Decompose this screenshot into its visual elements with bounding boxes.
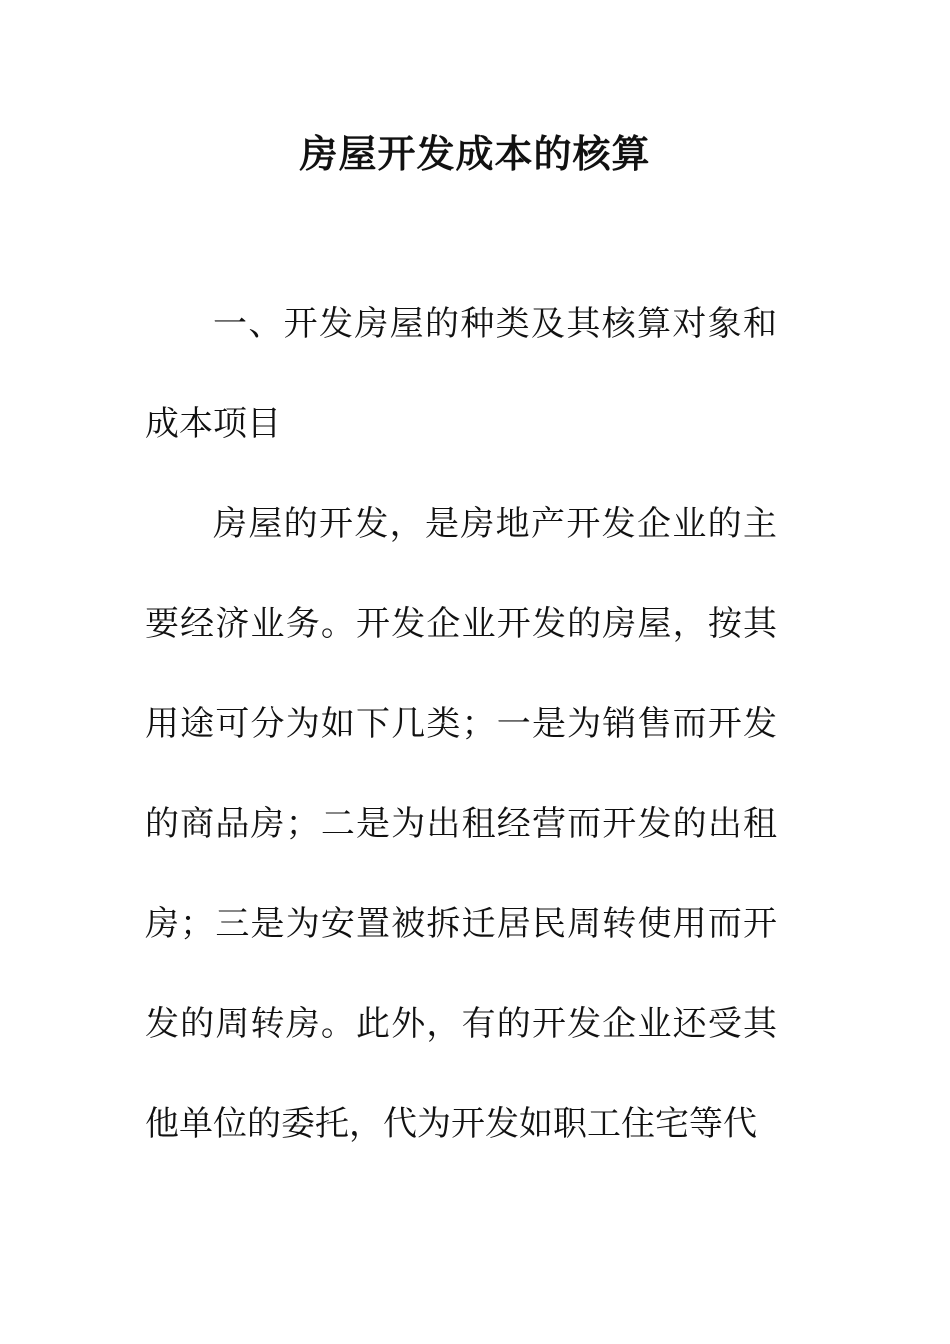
section-heading: 一、开发房屋的种类及其核算对象和成本项目 [145,304,777,444]
document-title: 房屋开发成本的核算 [299,132,651,176]
body-paragraph: 房屋的开发，是房地产开发企业的主要经济业务。开发企业开发的房屋，按其用途可分为如下几类；一是为销售而开发的商品房；二是为出租经营而开发的出租房；三是为安置被拆迁居民周转使用而开发的周转房。此外，有的开发企业还受其他单位的委托，代为开发如职工住宅等代 [145,504,777,1144]
